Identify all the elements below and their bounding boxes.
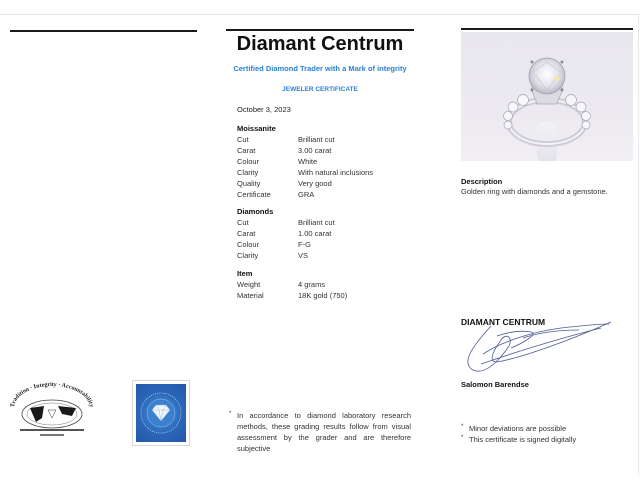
wfdb-seal-icon [6, 378, 98, 438]
section-title: Moissanite [237, 124, 276, 133]
disclaimer-text: In accordance to diamond laboratory research methods, these grading results follow from visual assessment by the grader and are therefore subjective [237, 411, 411, 453]
certificate-date: October 3, 2023 [237, 105, 291, 114]
diamond-ring-icon [461, 32, 633, 161]
notes-list [461, 423, 576, 445]
spec-key: Carat [237, 146, 256, 155]
spec-value: VS [298, 251, 309, 260]
description-title: Description [461, 177, 503, 186]
spec-value: GRA [298, 190, 315, 199]
spec-value: 3.00 carat [298, 146, 332, 155]
page-title: Diamant Centrum [236, 33, 404, 55]
spec-row [237, 250, 417, 261]
right-column-rule [461, 28, 633, 30]
spec-row [237, 167, 417, 178]
spec-value: 1.00 carat [298, 229, 332, 238]
middle-column-rule [226, 29, 414, 31]
spec-key: Colour [237, 157, 260, 166]
diamonds-section [237, 206, 417, 261]
spec-row [237, 279, 417, 290]
signer-name: Salomon Barendse [461, 380, 529, 389]
spec-row [237, 145, 417, 156]
diamond-icon [136, 384, 186, 442]
moissanite-section [237, 123, 417, 200]
right-edge-divider [638, 15, 639, 475]
spec-key: Material [237, 291, 264, 300]
spec-key: Quality [237, 179, 261, 188]
note-item [461, 423, 576, 434]
spec-row [237, 178, 417, 189]
badge-inner [136, 384, 186, 442]
spec-value: F-G [298, 240, 311, 249]
note-text: Minor deviations are possible [469, 424, 567, 433]
spec-key: Cut [237, 135, 249, 144]
spec-value: With natural inclusions [298, 168, 374, 177]
note-item [461, 434, 576, 445]
subtitle: Certified Diamond Trader with a Mark of integrity [233, 64, 407, 73]
signature-icon [461, 318, 616, 376]
svg-text:Tradition · Integrity · Accoun: Tradition · Integrity · Accountability [9, 382, 95, 408]
bullet: * [461, 424, 464, 430]
spec-value: White [298, 157, 318, 166]
spec-row [237, 217, 417, 228]
spec-row [237, 134, 417, 145]
item-section [237, 268, 417, 301]
spec-row [237, 189, 417, 200]
top-divider [0, 14, 640, 15]
ring-photo [461, 32, 633, 161]
bullet: * [461, 435, 464, 441]
diamond-certification-badge [132, 380, 190, 446]
spec-value: Brilliant cut [298, 218, 335, 227]
spec-key: Cut [237, 218, 249, 227]
spec-row [237, 228, 417, 239]
spec-value: 18K gold (750) [298, 291, 348, 300]
spec-value: 4 grams [298, 280, 326, 289]
certificate-label: JEWELER CERTIFICATE [282, 86, 358, 93]
spec-key: Colour [237, 240, 260, 249]
spec-row [237, 290, 417, 301]
spec-key: Clarity [237, 251, 259, 260]
grading-disclaimer [229, 410, 411, 454]
spec-value: Brilliant cut [298, 135, 335, 144]
spec-key: Weight [237, 280, 261, 289]
spec-key: Clarity [237, 168, 259, 177]
left-column-rule [10, 30, 197, 32]
description-text: Golden ring with diamonds and a gemstone. [461, 187, 608, 196]
spec-row [237, 156, 417, 167]
spec-value: Very good [298, 179, 332, 188]
bullet: * [229, 411, 232, 417]
spec-key: Certificate [237, 190, 271, 199]
spec-key: Carat [237, 229, 256, 238]
signature-brand: DIAMANT CENTRUM [461, 317, 546, 327]
section-title: Diamonds [237, 207, 274, 216]
spec-row [237, 239, 417, 250]
note-text: This certificate is signed digitally [469, 435, 577, 444]
section-title: Item [237, 269, 253, 278]
